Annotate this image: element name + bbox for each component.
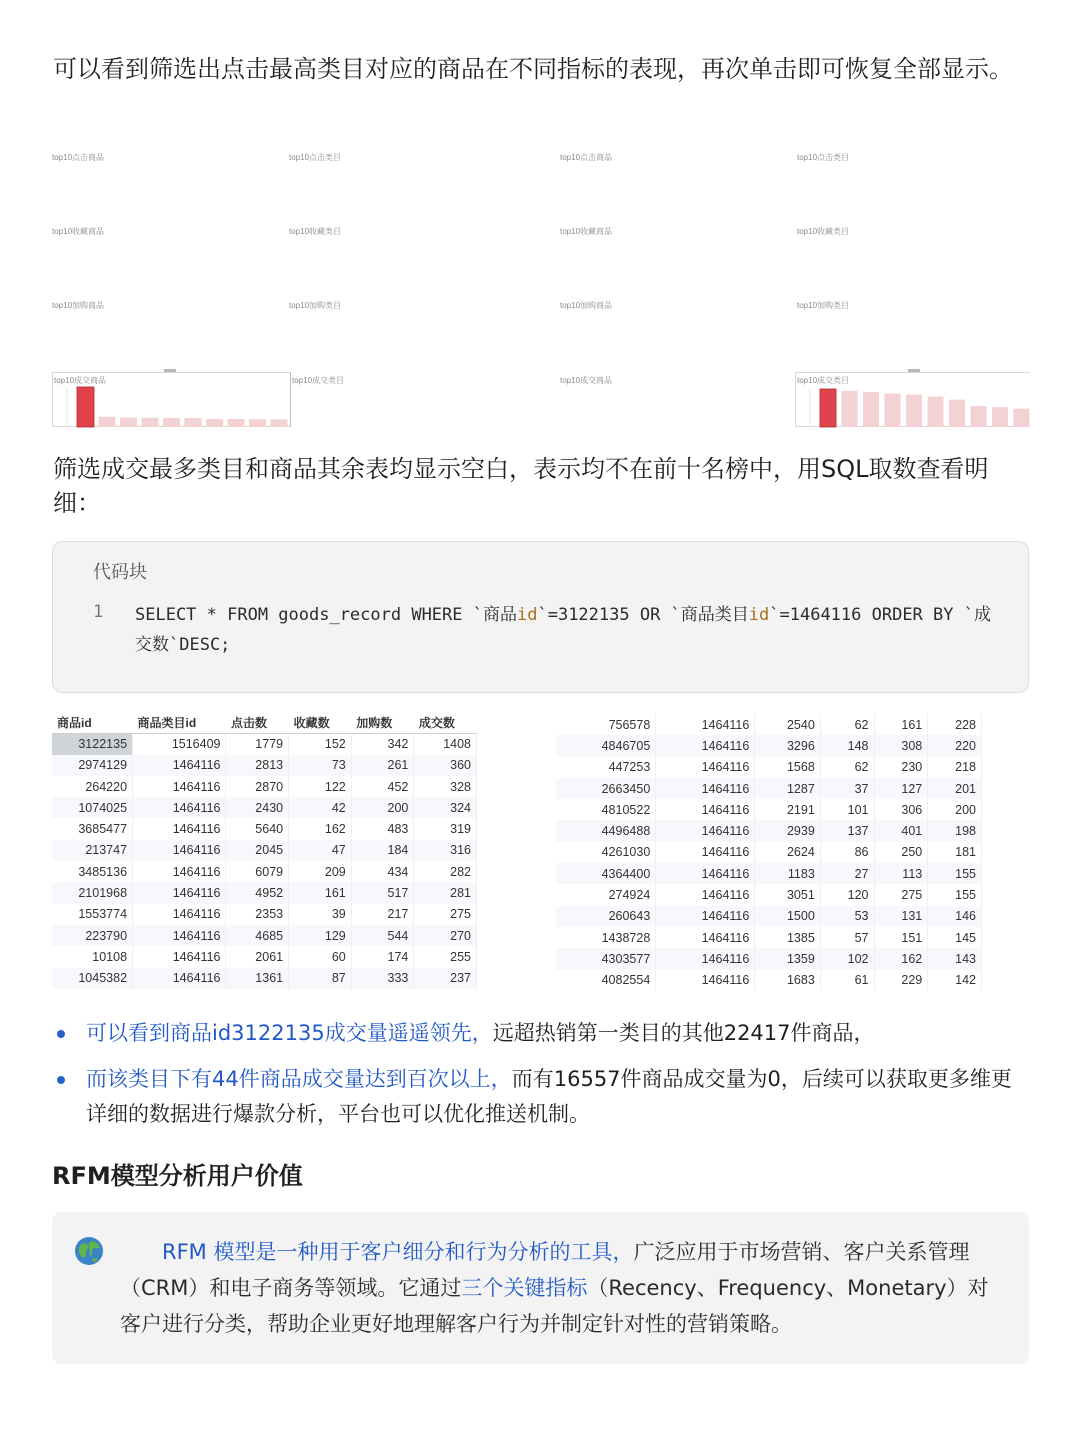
panel-label: top10收藏类目: [797, 227, 850, 236]
table-cell: 1500: [755, 906, 820, 927]
table-row[interactable]: [52, 968, 477, 989]
table-cell: 324: [414, 797, 477, 818]
table-cell: 1464116: [133, 861, 226, 882]
table-cell: 1183: [755, 863, 820, 884]
line-number: 1: [93, 602, 104, 622]
table-cell: 161: [874, 714, 928, 735]
table-cell: 544: [351, 925, 414, 946]
table-cell: 1464116: [656, 735, 755, 756]
table-cell: 1464116: [133, 925, 226, 946]
code-text: SELECT * FROM goods_record WHERE `商品: [135, 605, 517, 625]
table-cell: 250: [874, 842, 928, 863]
table-cell: 2101968: [52, 882, 133, 903]
table-cell: 1464116: [133, 840, 226, 861]
table-cell: 200: [351, 797, 414, 818]
table-cell: 1464116: [656, 863, 755, 884]
table-cell: 261: [351, 755, 414, 776]
table-cell: 87: [289, 968, 352, 989]
table-cell: 756578: [556, 714, 656, 735]
table-cell: 517: [351, 882, 414, 903]
table-cell: 142: [928, 970, 982, 991]
table-cell: 151: [874, 927, 928, 948]
table-cell: 61: [820, 970, 874, 991]
table-row[interactable]: [52, 776, 477, 797]
table-cell: 270: [414, 925, 477, 946]
panel-label: top10收藏类目: [289, 227, 342, 236]
table-cell: 220: [928, 735, 982, 756]
table-cell: 1464116: [656, 714, 755, 735]
table-row[interactable]: [52, 818, 477, 839]
table-row[interactable]: [556, 863, 982, 884]
table-cell: 86: [820, 842, 874, 863]
table-cell: 198: [928, 820, 982, 841]
callout-text: [120, 1234, 1000, 1342]
table-cell: 120: [820, 884, 874, 905]
column-header[interactable]: 成交数: [414, 712, 477, 733]
table-cell: 1464116: [133, 968, 226, 989]
table-cell: 148: [820, 735, 874, 756]
sql-code[interactable]: [135, 600, 1005, 660]
filter-paragraph: 筛选成交最多类目和商品其余表均显示空白，表示均不在前十名榜中，用SQL取数查看明细：: [53, 455, 989, 517]
table-row[interactable]: [52, 904, 477, 925]
table-cell: 27: [820, 863, 874, 884]
table-cell: 2663450: [556, 778, 656, 799]
table-cell: 62: [820, 757, 874, 778]
table-cell: 42: [289, 797, 352, 818]
chart-bar[interactable]: [1014, 409, 1030, 427]
body-text: 广泛应用于市场营销、客户关系管理（CRM）和电子商务等领域。它通过: [120, 1240, 970, 1300]
table-cell: 1553774: [52, 904, 133, 925]
result-table-left: [52, 712, 477, 989]
code-keyword: id: [517, 605, 538, 625]
table-cell: 137: [820, 820, 874, 841]
chart-bar[interactable]: [906, 395, 922, 427]
table-cell: 229: [874, 970, 928, 991]
table-cell: 2540: [755, 714, 820, 735]
table-cell: 342: [351, 733, 414, 754]
chart-bar[interactable]: [163, 418, 180, 427]
table-cell: 1464116: [656, 842, 755, 863]
table-cell: 39: [289, 904, 352, 925]
panel-label: top10点击类目: [289, 153, 342, 162]
table-cell: 162: [289, 818, 352, 839]
table-row[interactable]: [556, 906, 982, 927]
table-row[interactable]: [556, 820, 982, 841]
table-cell: 319: [414, 818, 477, 839]
chart-bar[interactable]: [77, 387, 94, 427]
table-cell: 122: [289, 776, 352, 797]
table-cell: 201: [928, 778, 982, 799]
table-row[interactable]: [556, 927, 982, 948]
table-cell: 3485136: [52, 861, 133, 882]
chart-bar[interactable]: [99, 417, 116, 427]
table-cell: 6079: [226, 861, 289, 882]
chart-bar[interactable]: [228, 419, 245, 427]
table-cell: 57: [820, 927, 874, 948]
table-cell: 4952: [226, 882, 289, 903]
table-cell: 1438728: [556, 927, 656, 948]
table-cell: 4303577: [556, 948, 656, 969]
table-cell: 1287: [755, 778, 820, 799]
table-cell: 102: [820, 948, 874, 969]
table-cell: 181: [928, 842, 982, 863]
table-row[interactable]: [556, 799, 982, 820]
table-cell: 161: [289, 882, 352, 903]
table-cell: 282: [414, 861, 477, 882]
chart-bar[interactable]: [185, 418, 202, 427]
chart-bar[interactable]: [120, 418, 137, 427]
table-cell: 237: [414, 968, 477, 989]
table-cell: 275: [874, 884, 928, 905]
table-cell: 2870: [226, 776, 289, 797]
table-cell: 1464116: [133, 904, 226, 925]
code-block-title: 代码块: [93, 562, 147, 583]
panel-label: top10成交商品: [560, 376, 613, 385]
table-cell: 200: [928, 799, 982, 820]
table-cell: 218: [928, 757, 982, 778]
table-cell: 2191: [755, 799, 820, 820]
table-row[interactable]: [52, 840, 477, 861]
table-cell: 1464116: [656, 820, 755, 841]
table-cell: 434: [351, 861, 414, 882]
chart-bar[interactable]: [249, 419, 266, 427]
table-cell: 1045382: [52, 968, 133, 989]
table-cell: 1464116: [133, 797, 226, 818]
table-row[interactable]: [556, 948, 982, 969]
code-text: `=1464116 ORDER BY `成交数`DESC;: [135, 605, 991, 655]
chart-bar[interactable]: [271, 419, 288, 427]
table-cell: 230: [874, 757, 928, 778]
table-cell: 1385: [755, 927, 820, 948]
list-item: [52, 1062, 1027, 1132]
table-cell: 4496488: [556, 820, 656, 841]
table-cell: 1464116: [656, 970, 755, 991]
code-keyword: id: [748, 605, 770, 625]
table-cell: 1464116: [133, 755, 226, 776]
table-cell: 143: [928, 948, 982, 969]
table-cell: 328: [414, 776, 477, 797]
table-cell: 155: [928, 884, 982, 905]
table-cell: 1516409: [133, 733, 226, 754]
table-cell: 333: [351, 968, 414, 989]
table-cell: 360: [414, 755, 477, 776]
table-cell: 1408: [414, 733, 477, 754]
table-cell: 101: [820, 799, 874, 820]
table-cell: 4261030: [556, 842, 656, 863]
globe-icon: [74, 1236, 104, 1266]
table-cell: 152: [289, 733, 352, 754]
table-cell: 113: [874, 863, 928, 884]
table-row[interactable]: [52, 861, 477, 882]
panel-label: top10成交类目: [292, 376, 345, 385]
list-item: [52, 1016, 1027, 1051]
table-cell: 228: [928, 714, 982, 735]
table-cell: 1464116: [656, 778, 755, 799]
table-cell: 1464116: [656, 799, 755, 820]
table-cell: 1568: [755, 757, 820, 778]
code-block: [52, 541, 1029, 693]
chart-bar[interactable]: [992, 407, 1008, 427]
table-row[interactable]: [556, 735, 982, 756]
chart-bar[interactable]: [885, 394, 901, 427]
code-text: `=3122135 OR `商品类目: [537, 605, 749, 625]
table-row[interactable]: [52, 797, 477, 818]
section-heading: RFM模型分析用户价值: [52, 1162, 303, 1190]
panel-label: top10加购商品: [560, 301, 613, 310]
panel-label: top10收藏商品: [560, 227, 613, 236]
column-header[interactable]: 加购数: [351, 712, 414, 733]
table-cell: 1464116: [656, 906, 755, 927]
table-cell: 401: [874, 820, 928, 841]
chart-bar[interactable]: [842, 391, 858, 427]
table-cell: 316: [414, 840, 477, 861]
table-cell: 1464116: [133, 776, 226, 797]
chart-bar[interactable]: [971, 406, 987, 427]
table-cell: 162: [874, 948, 928, 969]
table-cell: 127: [874, 778, 928, 799]
table-row[interactable]: [556, 842, 982, 863]
highlight-text: RFM 模型是一种用于客户细分和行为分析的工具，: [162, 1240, 634, 1264]
table-row[interactable]: [52, 946, 477, 967]
table-cell: 155: [928, 863, 982, 884]
highlight-text: 三个关键指标: [461, 1276, 588, 1300]
table-cell: 274924: [556, 884, 656, 905]
table-cell: 223790: [52, 925, 133, 946]
table-cell: 2430: [226, 797, 289, 818]
table-cell: 2624: [755, 842, 820, 863]
table-cell: 217: [351, 904, 414, 925]
table-cell: 209: [289, 861, 352, 882]
table-row[interactable]: [52, 755, 477, 776]
table-cell: 2061: [226, 946, 289, 967]
table-cell: 3296: [755, 735, 820, 756]
table-cell: 1464116: [133, 818, 226, 839]
intro-paragraph: 可以看到筛选出点击最高类目对应的商品在不同指标的表现，再次单击即可恢复全部显示。: [53, 55, 1013, 83]
table-cell: 1074025: [52, 797, 133, 818]
result-table-right: [556, 714, 982, 991]
table-cell: 275: [414, 904, 477, 925]
table-row[interactable]: [556, 714, 982, 735]
body-text: 而有16557件商品成交量为0，后续可以获取更多维更详细的数据进行爆款分析，平台也可以优化推送机制。: [86, 1067, 1012, 1126]
table-cell: 2045: [226, 840, 289, 861]
table-cell: 213747: [52, 840, 133, 861]
table-cell: 1464116: [133, 946, 226, 967]
table-row[interactable]: [556, 884, 982, 905]
table-cell: 4685: [226, 925, 289, 946]
table-cell: 174: [351, 946, 414, 967]
panel-label: top10点击类目: [797, 153, 850, 162]
panel-label: top10加购类目: [797, 301, 850, 310]
chart-bar[interactable]: [206, 419, 223, 427]
panel-label: top10成交类目: [797, 376, 850, 385]
table-cell: 184: [351, 840, 414, 861]
table-cell: 5640: [226, 818, 289, 839]
panel-label: top10点击商品: [52, 153, 105, 162]
panel-label: top10加购类目: [289, 301, 342, 310]
table-cell: 306: [874, 799, 928, 820]
table-cell: 62: [820, 714, 874, 735]
table-cell: 1464116: [656, 757, 755, 778]
chart-bar[interactable]: [142, 418, 159, 427]
chart-bar[interactable]: [820, 389, 836, 427]
panel-label: top10点击商品: [560, 153, 613, 162]
panel-label: top10收藏商品: [52, 227, 105, 236]
table-cell: 1361: [226, 968, 289, 989]
findings-list: [52, 1016, 1027, 1143]
table-cell: 1779: [226, 733, 289, 754]
table-cell: 452: [351, 776, 414, 797]
table-cell: 4082554: [556, 970, 656, 991]
column-header[interactable]: 收藏数: [289, 712, 352, 733]
chart-bar[interactable]: [949, 400, 965, 427]
highlight-text: 可以看到商品id3122135成交量遥遥领先，: [86, 1021, 493, 1045]
table-cell: 1359: [755, 948, 820, 969]
chart-bar[interactable]: [863, 392, 879, 427]
highlight-text: 而该类目下有44件商品成交量达到百次以上，: [86, 1067, 512, 1091]
table-cell: 255: [414, 946, 477, 967]
table-cell: 2813: [226, 755, 289, 776]
table-cell: 447253: [556, 757, 656, 778]
table-cell: 483: [351, 818, 414, 839]
table-cell: 281: [414, 882, 477, 903]
table-cell: 1464116: [656, 948, 755, 969]
column-header[interactable]: 商品类目id: [133, 712, 226, 733]
table-cell: 73: [289, 755, 352, 776]
table-cell: 1464116: [656, 927, 755, 948]
table-cell: 37: [820, 778, 874, 799]
callout-box: [52, 1212, 1029, 1364]
table-cell: 47: [289, 840, 352, 861]
table-cell: 2939: [755, 820, 820, 841]
table-cell: 1683: [755, 970, 820, 991]
table-cell: 131: [874, 906, 928, 927]
table-cell: 146: [928, 906, 982, 927]
table-row[interactable]: [556, 757, 982, 778]
table-row[interactable]: [52, 733, 477, 754]
table-row[interactable]: [52, 925, 477, 946]
dashboard-screenshot: [52, 150, 1032, 430]
table-cell: 264220: [52, 776, 133, 797]
table-cell: 2353: [226, 904, 289, 925]
table-cell: 260643: [556, 906, 656, 927]
table-cell: 308: [874, 735, 928, 756]
table-cell: 129: [289, 925, 352, 946]
panel-label: top10加购商品: [52, 301, 105, 310]
table-cell: 1464116: [656, 884, 755, 905]
table-cell: 3051: [755, 884, 820, 905]
table-cell: 2974129: [52, 755, 133, 776]
table-row[interactable]: [556, 970, 982, 991]
table-cell: 4846705: [556, 735, 656, 756]
chart-bar[interactable]: [928, 397, 944, 427]
table-cell: 10108: [52, 946, 133, 967]
table-cell: 4810522: [556, 799, 656, 820]
table-cell: 3122135: [52, 733, 133, 754]
column-header[interactable]: 商品id: [52, 712, 133, 733]
table-cell: 53: [820, 906, 874, 927]
table-row[interactable]: [52, 882, 477, 903]
panel-label: top10成交商品: [54, 376, 107, 385]
table-cell: 4364400: [556, 863, 656, 884]
table-cell: 1464116: [133, 882, 226, 903]
table-cell: 60: [289, 946, 352, 967]
table-cell: 3685477: [52, 818, 133, 839]
table-cell: 145: [928, 927, 982, 948]
table-row[interactable]: [556, 778, 982, 799]
body-text: （Recency、Frequency、Monetary）对客户进行分类，帮助企业更好地理解客户行为并制定针对性的营销策略。: [120, 1276, 989, 1336]
column-header[interactable]: 点击数: [226, 712, 289, 733]
body-text: 远超热销第一类目的其他22417件商品，: [492, 1021, 875, 1045]
